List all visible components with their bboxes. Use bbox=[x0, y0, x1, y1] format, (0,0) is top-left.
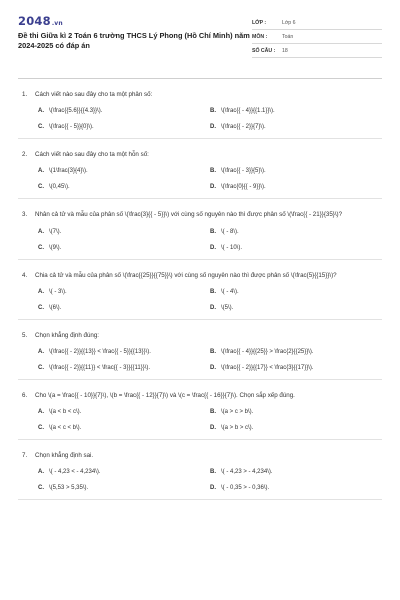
meta-value: Lớp 6 bbox=[282, 19, 296, 26]
answer-option[interactable] bbox=[210, 228, 382, 236]
answer-option[interactable] bbox=[210, 183, 382, 191]
question-number: 7. bbox=[22, 452, 28, 460]
answer-option[interactable] bbox=[38, 244, 210, 252]
option-letter: A. bbox=[38, 409, 44, 416]
option-letter: A. bbox=[38, 349, 44, 356]
answer-options bbox=[18, 468, 382, 492]
meta-label: MÔN : bbox=[252, 33, 268, 40]
page-title: Đề thi Giữa kì 2 Toán 6 trường THCS Lý Phong (Hồ Chí Minh) năm 2024-2025 có đáp án bbox=[18, 31, 250, 50]
option-text: \(\frac{{ - 4}}{{25}} > \frac{2}{{25}}\). bbox=[221, 349, 314, 356]
meta-row-subject bbox=[252, 30, 382, 44]
question-block bbox=[18, 79, 382, 139]
option-text: \(\frac{{ - 2}}{{13}} < \frac{{ - 5}}{{13}}\). bbox=[49, 349, 151, 356]
answer-options bbox=[18, 348, 382, 372]
answer-options bbox=[18, 288, 382, 312]
option-letter: D. bbox=[210, 124, 216, 131]
question-line bbox=[18, 210, 382, 219]
answer-option[interactable] bbox=[210, 244, 382, 252]
answer-options bbox=[18, 167, 382, 191]
option-letter: C. bbox=[38, 304, 44, 311]
option-letter: C. bbox=[38, 425, 44, 432]
option-letter: A. bbox=[38, 288, 44, 295]
option-text: \(9\). bbox=[49, 244, 62, 251]
question-list bbox=[18, 79, 382, 500]
option-text: \( - 10\). bbox=[221, 244, 243, 251]
option-text: \( - 3\). bbox=[49, 288, 67, 295]
question-line bbox=[18, 90, 382, 99]
answer-option[interactable] bbox=[38, 228, 210, 236]
option-letter: A. bbox=[38, 228, 44, 235]
answer-option[interactable] bbox=[38, 484, 210, 492]
option-text: \(\frac{{ - 4}}{{1.1}}\). bbox=[221, 108, 275, 115]
option-letter: C. bbox=[38, 244, 44, 251]
question-number: 4. bbox=[22, 271, 28, 279]
question-block bbox=[18, 139, 382, 199]
question-text: Nhân cả tử và mẫu của phân số \(\frac{3}{{ - 5}}\) với cùng số nguyên nào thì được phân số \(\frac{{ - 21}}{35}\)? bbox=[35, 211, 343, 219]
option-letter: D. bbox=[210, 365, 216, 372]
question-text: Cách viết nào sau đây cho ta một phân số: bbox=[35, 91, 153, 98]
question-text: Chọn khẳng định sai. bbox=[35, 452, 94, 460]
site-logo[interactable] bbox=[18, 14, 250, 28]
option-letter: D. bbox=[210, 425, 216, 432]
question-block bbox=[18, 260, 382, 320]
option-text: \(a < b < c\). bbox=[49, 409, 82, 416]
option-letter: D. bbox=[210, 304, 216, 311]
option-letter: C. bbox=[38, 365, 44, 372]
option-text: \(\frac{{ - 3}}{5}\). bbox=[221, 168, 266, 175]
meta-value: Toán bbox=[282, 33, 294, 40]
answer-option[interactable] bbox=[210, 468, 382, 476]
option-letter: B. bbox=[210, 108, 216, 115]
option-letter: C. bbox=[38, 485, 44, 492]
option-text: \(5,53 > 5,35\). bbox=[49, 485, 89, 492]
question-text: Chọn khẳng định đúng: bbox=[35, 331, 99, 339]
answer-option[interactable] bbox=[210, 408, 382, 416]
answer-options bbox=[18, 228, 382, 252]
option-text: \( - 0,35 > - 0,36\). bbox=[221, 485, 270, 492]
logo-text: 2048 bbox=[18, 14, 51, 28]
answer-options bbox=[18, 408, 382, 432]
question-number: 6. bbox=[22, 392, 28, 400]
document-header bbox=[18, 14, 382, 72]
option-letter: D. bbox=[210, 184, 216, 191]
meta-label: LỚP : bbox=[252, 19, 267, 26]
answer-option[interactable] bbox=[210, 107, 382, 115]
meta-table bbox=[252, 16, 382, 58]
answer-option[interactable] bbox=[210, 288, 382, 296]
option-text: \(\frac{{ - 2}}{{11}} < \frac{{ - 3}}{{11}}\). bbox=[49, 365, 151, 372]
meta-row-count bbox=[252, 44, 382, 58]
option-letter: B. bbox=[210, 469, 216, 476]
option-letter: C. bbox=[38, 124, 44, 131]
option-text: \( - 8\). bbox=[221, 228, 239, 235]
option-text: \(\frac{0}{{ - 9}}\). bbox=[221, 184, 266, 191]
option-letter: C. bbox=[38, 184, 44, 191]
question-block bbox=[18, 199, 382, 259]
option-letter: B. bbox=[210, 288, 216, 295]
option-text: \( - 4,23 > - 4,234\). bbox=[221, 469, 273, 476]
option-text: \(1\frac{3}{4}\). bbox=[49, 168, 88, 175]
question-line bbox=[18, 150, 382, 159]
option-text: \(a > b > c\). bbox=[221, 425, 254, 432]
question-line bbox=[18, 331, 382, 340]
answer-option[interactable] bbox=[210, 348, 382, 356]
option-letter: A. bbox=[38, 108, 44, 115]
question-number: 5. bbox=[22, 331, 28, 339]
option-text: \(\frac{{ - 5}}{0}\). bbox=[49, 124, 94, 131]
answer-option[interactable] bbox=[38, 424, 210, 432]
answer-option[interactable] bbox=[38, 167, 210, 175]
answer-option[interactable] bbox=[38, 364, 210, 372]
answer-option[interactable] bbox=[38, 304, 210, 312]
option-text: \(0,45\). bbox=[49, 184, 70, 191]
option-text: \( - 4,23 < - 4,234\). bbox=[49, 469, 101, 476]
question-text: Cho \(a = \frac{{ - 10}}{7}\), \(b = \frac{{ - 12}}{7}\) và \(c = \frac{{ - 16}}{7}\). Chọn sắp xếp đúng. bbox=[35, 392, 295, 400]
option-letter: B. bbox=[210, 409, 216, 416]
question-line bbox=[18, 271, 382, 280]
option-letter: A. bbox=[38, 168, 44, 175]
question-text: Cách viết nào sau đây cho ta một hỗn số: bbox=[35, 151, 149, 159]
answer-options bbox=[18, 107, 382, 131]
meta-label: SỐ CÂU : bbox=[252, 47, 276, 54]
question-number: 1. bbox=[22, 91, 28, 98]
option-text: \(\frac{{ - 2}}{7}\). bbox=[221, 124, 266, 131]
answer-option[interactable] bbox=[210, 484, 382, 492]
question-block bbox=[18, 380, 382, 440]
header-left bbox=[18, 14, 250, 51]
option-text: \(6\). bbox=[49, 304, 62, 311]
option-letter: B. bbox=[210, 349, 216, 356]
answer-option[interactable] bbox=[210, 424, 382, 432]
answer-option[interactable] bbox=[210, 364, 382, 372]
answer-option[interactable] bbox=[210, 304, 382, 312]
answer-option[interactable] bbox=[38, 288, 210, 296]
option-text: \(a < c < b\). bbox=[49, 425, 82, 432]
answer-option[interactable] bbox=[38, 468, 210, 476]
answer-option[interactable] bbox=[38, 348, 210, 356]
answer-option[interactable] bbox=[38, 107, 210, 115]
option-text: \(\frac{{5.6}}{{4.3}}\). bbox=[49, 108, 103, 115]
question-block bbox=[18, 320, 382, 380]
option-text: \(5\). bbox=[221, 304, 234, 311]
question-number: 3. bbox=[22, 211, 28, 219]
answer-option[interactable] bbox=[38, 123, 210, 131]
question-block bbox=[18, 440, 382, 500]
answer-option[interactable] bbox=[210, 167, 382, 175]
logo-suffix: .vn bbox=[51, 20, 63, 27]
option-letter: B. bbox=[210, 168, 216, 175]
option-letter: D. bbox=[210, 485, 216, 492]
answer-option[interactable] bbox=[38, 408, 210, 416]
meta-row-class bbox=[252, 16, 382, 30]
option-letter: D. bbox=[210, 244, 216, 251]
answer-option[interactable] bbox=[38, 183, 210, 191]
option-text: \(\frac{{ - 2}}{{17}} < \frac{3}{{17}}\). bbox=[221, 365, 314, 372]
question-number: 2. bbox=[22, 151, 28, 159]
meta-value: 18 bbox=[282, 47, 288, 54]
option-letter: B. bbox=[210, 228, 216, 235]
question-line bbox=[18, 391, 382, 400]
question-text: Chia cả tử và mẫu của phân số \(\frac{{25}}{{75}}\) với cùng số nguyên nào thì được phân số \(\frac{5}{{15}}\)? bbox=[35, 271, 337, 279]
question-line bbox=[18, 451, 382, 460]
answer-option[interactable] bbox=[210, 123, 382, 131]
option-text: \( - 4\). bbox=[221, 288, 239, 295]
option-text: \(a > c > b\). bbox=[221, 409, 254, 416]
option-letter: A. bbox=[38, 469, 44, 476]
option-text: \(7\). bbox=[49, 228, 62, 235]
